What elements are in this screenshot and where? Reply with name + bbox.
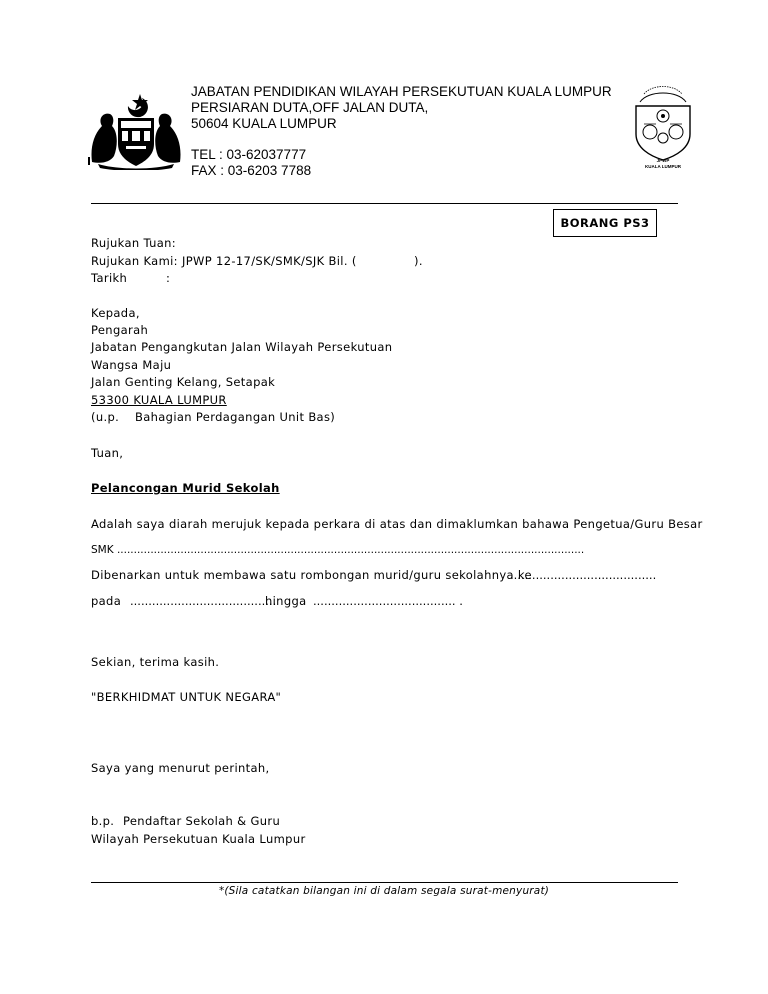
header-fax: FAX : 03-6203 7788: [191, 163, 312, 178]
kepada-label: Kepada,: [91, 306, 140, 320]
header-divider: [91, 203, 678, 204]
up-value: Bahagian Perdagangan Unit Bas): [135, 410, 336, 424]
hingga-label: hingga: [265, 594, 307, 608]
subject-title: Pelancongan Murid Sekolah: [91, 481, 280, 495]
rujukan-tuan-label: Rujukan Tuan:: [91, 236, 177, 250]
addressee-line-3: Wangsa Maju: [91, 358, 172, 372]
header-line-1: JABATAN PENDIDIKAN WILAYAH PERSEKUTUAN KUALA LUMPUR: [191, 84, 612, 99]
header-tel: TEL : 03-62037777: [191, 147, 307, 162]
header-line-2: PERSIARAN DUTA,OFF JALAN DUTA,: [191, 100, 429, 115]
closing-motto: "BERKHIDMAT UNTUK NEGARA": [91, 690, 282, 704]
pada-fill-line: ........................................: [130, 594, 277, 608]
pada-label: pada: [91, 594, 122, 608]
up-label: (u.p.: [91, 410, 120, 424]
addressee-postcode: 53300 KUALA LUMPUR: [91, 393, 227, 407]
jpwp-emblem-caption-1: JPWP: [656, 158, 670, 163]
dibenarkan-text: Dibenarkan untuk membawa satu rombongan murid/guru sekolahnya ke: [91, 568, 532, 582]
rujukan-kami-label: Rujukan Kami:: [91, 254, 178, 268]
addressee-line-4: Jalan Genting Kelang, Setapak: [91, 375, 276, 389]
bp-label: b.p.: [91, 814, 115, 828]
tarikh-colon: :: [166, 271, 171, 285]
addressee-line-2: Jabatan Pengangkutan Jalan Wilayah Persekutuan: [91, 340, 393, 354]
rujukan-kami-value: JPWP 12-17/SK/SMK/SJK Bil. (: [182, 254, 357, 268]
crest-mark: [88, 157, 90, 165]
salutation: Tuan,: [91, 446, 124, 460]
smk-fill-line: SMK ............................................................................................................................................: [91, 544, 585, 556]
form-code-box: [553, 209, 657, 237]
form-code-label: BORANG PS3: [560, 216, 650, 230]
rujukan-kami-close: ).: [414, 254, 423, 268]
jpwp-emblem-caption-2: KUALA LUMPUR: [644, 164, 682, 169]
body-paragraph-1: Adalah saya diarah merujuk kepada perkara di atas dan dimaklumkan bahawa Pengetua/Guru Besar: [91, 517, 703, 531]
bp-line-2: Wilayah Persekutuan Kuala Lumpur: [91, 832, 306, 846]
addressee-line-1: Pengarah: [91, 323, 149, 337]
destination-fill-line: ........................................: [510, 568, 657, 582]
closing-saya: Saya yang menurut perintah,: [91, 761, 270, 775]
bp-value: Pendaftar Sekolah & Guru: [123, 814, 281, 828]
coat-of-arms-logo: [88, 92, 184, 170]
hingga-fill-line: ....................................... .: [313, 594, 463, 608]
tarikh-label: Tarikh: [91, 271, 128, 285]
footer-note: *(Sila catatkan bilangan ini di dalam segala surat-menyurat): [218, 885, 550, 897]
closing-sekian: Sekian, terima kasih.: [91, 655, 220, 669]
header-line-3: 50604 KUALA LUMPUR: [191, 116, 337, 131]
